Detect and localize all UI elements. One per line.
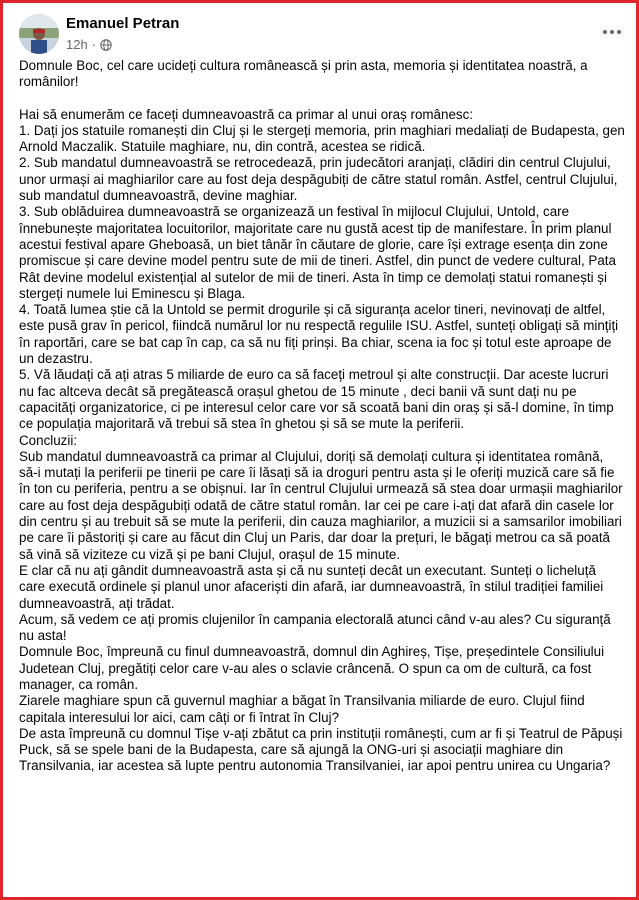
post-body: [19, 58, 625, 775]
meta-separator: ·: [91, 37, 97, 52]
more-dot: [617, 30, 621, 34]
author-name[interactable]: Emanuel Petran: [66, 15, 180, 32]
post-text: Hai să enumerăm ce faceți dumneavoastră ca primar al unui oraș românesc: 1. Dați jos statuile romanești din Cluj și le stergeți memoria, prin maghiari medaliați de Budapesta, gen Arnold Maczalik. Statuile maghiare, nu, din contră, acestea se ridică. 2. Sub mandatul dumneavoastră se retrocedează, prin judecători aranjați, clădiri din centrul Clujului, unor urmași ai maghiarilor care au fost deja despăgubiți de către statul român. Astfel, centrul Clujului, sub mandatul dumneavoastră, devine maghiar. 3. Sub oblăduirea dumneavoastră se organizează un festival în mijlocul Clujului, Untold, care înnebunește majoritatea locuitorilor, majoritate care nu gustă acest tip de manifestare. În prim planul acestui festival apare Gheboasă, un biet tânăr în căutare de glorie, care își extrage esența din zone promiscue și care devine model pentru sute de mii de tineri. Astfel, din punct de vedere cultural, Pata Rât devine modelul existențial al sutelor de mii de tineri. Asta în timp ce demolați statui romanești și stergeți numele lui Eminescu și Blaga. 4. Toată lumea știe că la Untold se permit drogurile și că siguranța acelor tineri, nevinovați de altfel, este pusă grav în pericol, fiindcă numărul lor nu respectă regulile ISU. Astfel, sunteți obligați să mințiți în raportări, care se bat cap în cap, ca să nu fiți prinși. Ba chiar, scena ia foc și totul este aproape de un dezastru. 5. Vă lăudați că ați atras 5 miliarde de euro ca să faceți metroul și alte construcții. Dar aceste lucruri nu fac altceva decât să pregătească orașul ghetou de 15 minute , deci banii vă sunt dați nu pe capacități organizatorice, ci pe interesul celor care vor să scoată bani din oraș și să-l domine, în timp ce populația majoritară vă trebui să stea în ghetou și să se mute la periferii. Concluzii: Sub mandatul dumneavoastră ca primar al Clujului, doriți să demolați cultura și identitatea română, să-i mutați la periferii pe tinerii pe care îi lăsați să ia droguri pentru asta și le oferiți muzică care să fie în ton cu periferia, pentru a se obișnui. Iar în centrul Clujului urmează să stea doar urmașii maghiarilor care au fost deja despăgubiți odată de către statul român. Iar cei pe care i-ați dat afară din casele lor din centru și au trebuit să se mute la periferii, din cauza maghiarilor, a muzicii si a samsarilor imobiliari pe care îi păstoriți și care au făcut din Cluj un Paris, dar doar la prețuri, le băgați metrou ca să poată să vină să viziteze cu viză și pe bani Clujul, orașul de 15 minute. E clar că nu ați gândit dumneavoastră asta și că nu sunteți decât un executant. Sunteți o licheluță care execută ordinele și planul unor afaceriști din afară, iar dumneavoastră, în stilul tradiției familiei dumneavoastră, ați trădat. Acum, să vedem ce ați promis clujenilor în campania electorală atunci când v-au ales? Cu siguranță nu asta! Domnule Boc, împreună cu finul dumneavoastră, domnul din Aghireș, Tișe, președintele Consiliului Judetean Cluj, pregătiți celor care v-au ales o sclavie crâncenă. O spun ca om de cultură, ca fost manager, ca român. Ziarele maghiare spun că guvernul maghiar a băgat în Transilvania miliarde de euro. Clujul fiind capitala interesului lor aici, cam câți or fi întrat în Cluj? De asta împreună cu domnul Tișe v-ați zbătut ca prin instituții românești, cum ar fi și Teatrul de Păpuși Puck, să se spele bani de la Budapesta, care să ajungă la ONG-uri și asociații maghiare din Transilvania, iar acestea să lupte pentru autonomia Transilvaniei, iar apoi pentru unirea cu Ungaria?: [19, 106, 625, 774]
avatar[interactable]: [19, 14, 59, 54]
post-meta: [66, 37, 112, 52]
more-options-icon[interactable]: [598, 18, 626, 46]
profile-photo: [19, 14, 59, 54]
post-intro: Domnule Boc, cel care ucideți cultura românească și prin asta, memoria și identitatea noastră, a românilor!: [19, 58, 588, 90]
post-timestamp[interactable]: 12h: [66, 37, 88, 52]
post-header: [0, 0, 639, 62]
globe-icon: [100, 39, 112, 51]
more-dot: [610, 30, 614, 34]
more-dot: [603, 30, 607, 34]
